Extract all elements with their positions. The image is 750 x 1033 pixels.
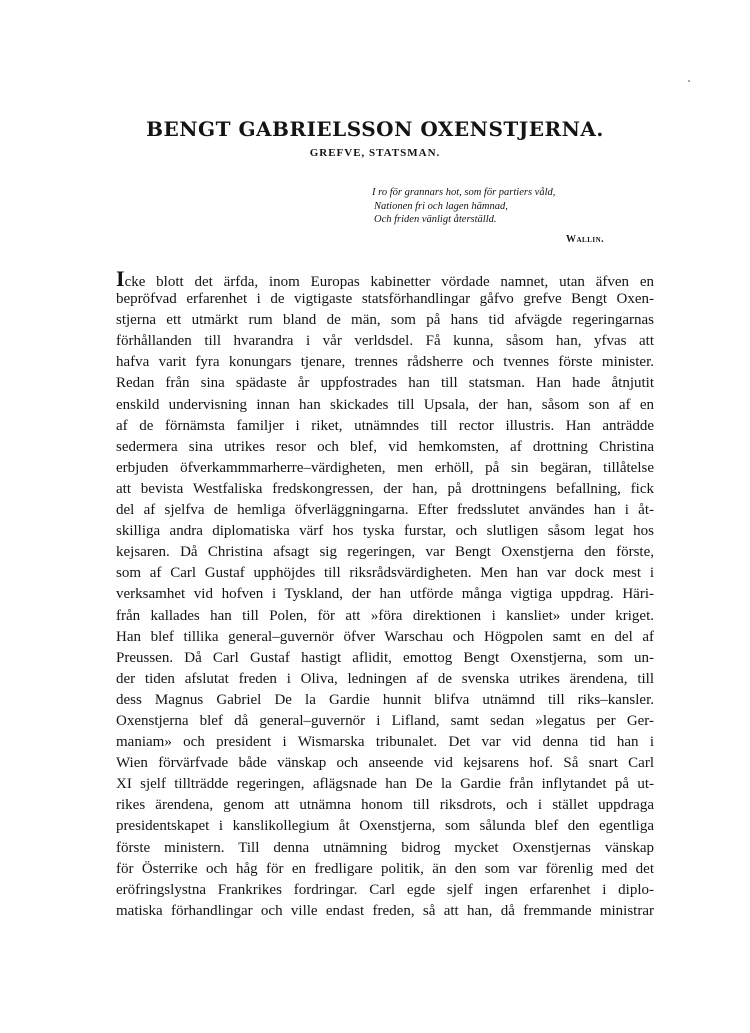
body-line: för Österrike och håg för en fredligare politik, än den som var förenlig med det [116,860,654,877]
first-line-text: cke blott det ärfda, inom Europas kabinetter vördade namnet, utan äfven en [124,274,654,290]
page-subtitle: GREFVE, STATSMAN. [309,147,441,159]
body-line: Han blef tillika general–guvernör öfver Warschau och Högpolen samt en del af [116,628,654,645]
body-line: förhållanden till hvarandra i vår verldsdel. Få kunna, såsom han, yfvas att [116,333,654,350]
epigraph [372,186,672,227]
body-line: matiska förhandlingar och ville endast freden, så att han, då fremmande ministrar [116,902,654,919]
body-line: Redan från sina spädaste år uppfostrades han till statsman. Han hade åtnjutit [116,375,654,392]
body-line: Oxenstjerna blef då general–guvernör i Lifland, samt sedan »legatus per Ger- [116,712,654,729]
body-line: af de förnämsta familjer i riket, utnämndes till rector illustris. Han anträdde [116,417,654,434]
body-line: dess Magnus Gabriel De la Gardie hunnit blifva utnämnd till riks–kansler. [116,691,654,708]
body-line: Wien förvärfvade både vänskap och anseende vid kejsarens hof. Så snart Carl [116,755,654,772]
body-text [116,268,654,922]
body-line: del af sjelfva de hemliga öfverläggningarna. Efter fredsslutet användes han i åt- [116,502,654,519]
body-line: eröfringslystna Frankrikes fordringar. Carl egde sjelf ingen erfarenhet i diplo- [116,881,654,898]
epigraph-line: Och friden vänligt återställd. [374,214,497,225]
body-line: att bevista Westfaliska fredskongressen, der han, på drottningens befallning, fick [116,480,654,497]
body-line: Preussen. Då Carl Gustaf hastigt aflidit, emottog Bengt Oxenstjerna, som un- [116,649,654,666]
body-line: stjerna ett utmärkt rum bland de män, som på hans tid afvägde regeringarnas [116,312,654,329]
body-line: skilliga andra diplomatiska värf hos tyska furstar, och slutligen såsom legat hos [116,523,654,540]
body-line: som af Carl Gustaf upphöjdes till riksrådsvärdigheten. Men han var dock mest i [116,565,654,582]
page-title: BENGT GABRIELSSON OXENSTJERNA. [146,117,604,141]
body-line: maniam» och president i Wismarska tribunalet. Det var vid denna tid han i [116,734,654,751]
drop-initial: I [116,268,125,290]
body-line: bepröfvad erfarenhet i de vigtigaste statsförhandlingar gåfvo grefve Bengt Oxen- [116,291,654,308]
body-line: verksamhet vid hofven i Tyskland, der han utförde många vigtiga uppdrag. Häri- [116,586,654,603]
body-line: hafva varit fyra konungars tjenare, trennes rådsherre och tvennes förste minister. [116,354,654,371]
epigraph-attribution: Wallin. [566,234,605,245]
body-line: kejsaren. Då Christina afsagt sig regeringen, var Bengt Oxenstjerna den förste, [116,544,654,561]
scan-speck [688,80,690,82]
body-line: presidentskapet i kanslikollegium åt Oxenstjerna, som sålunda blef den egentliga [116,818,654,835]
epigraph-line: I ro för grannars hot, som för partiers våld, [372,187,556,198]
body-line: erbjuden öfverkammmarherre–värdigheten, men erhöll, på sin begäran, tillåtelse [116,459,654,476]
body-line: der tiden afslutat freden i Oliva, ledningen af de svenska utrikes ärendena, till [116,670,654,687]
body-line: sedermera sina utrikes resor och blef, vid hemkomsten, af drottning Christina [116,438,654,455]
body-line: XI sjelf tillträdde regeringen, aflägsnade han De la Gardie från inflytandet på ut- [116,776,654,793]
body-line: enskild undervisning innan han skickades till Upsala, der han, såsom son af en [116,396,654,413]
epigraph-line: Nationen fri och lagen hämnad, [374,200,508,212]
body-line [116,268,654,289]
body-line: från kallades han till Polen, för att »föra direktionen i kansliet» under kriget. [116,607,654,624]
body-line: rikes ärendena, genom att utnämna honom till riksdrots, och i stället uppdraga [116,797,654,814]
body-line: förste ministern. Till denna utnämning bidrog mycket Oxenstjernas vänskap [116,839,654,856]
